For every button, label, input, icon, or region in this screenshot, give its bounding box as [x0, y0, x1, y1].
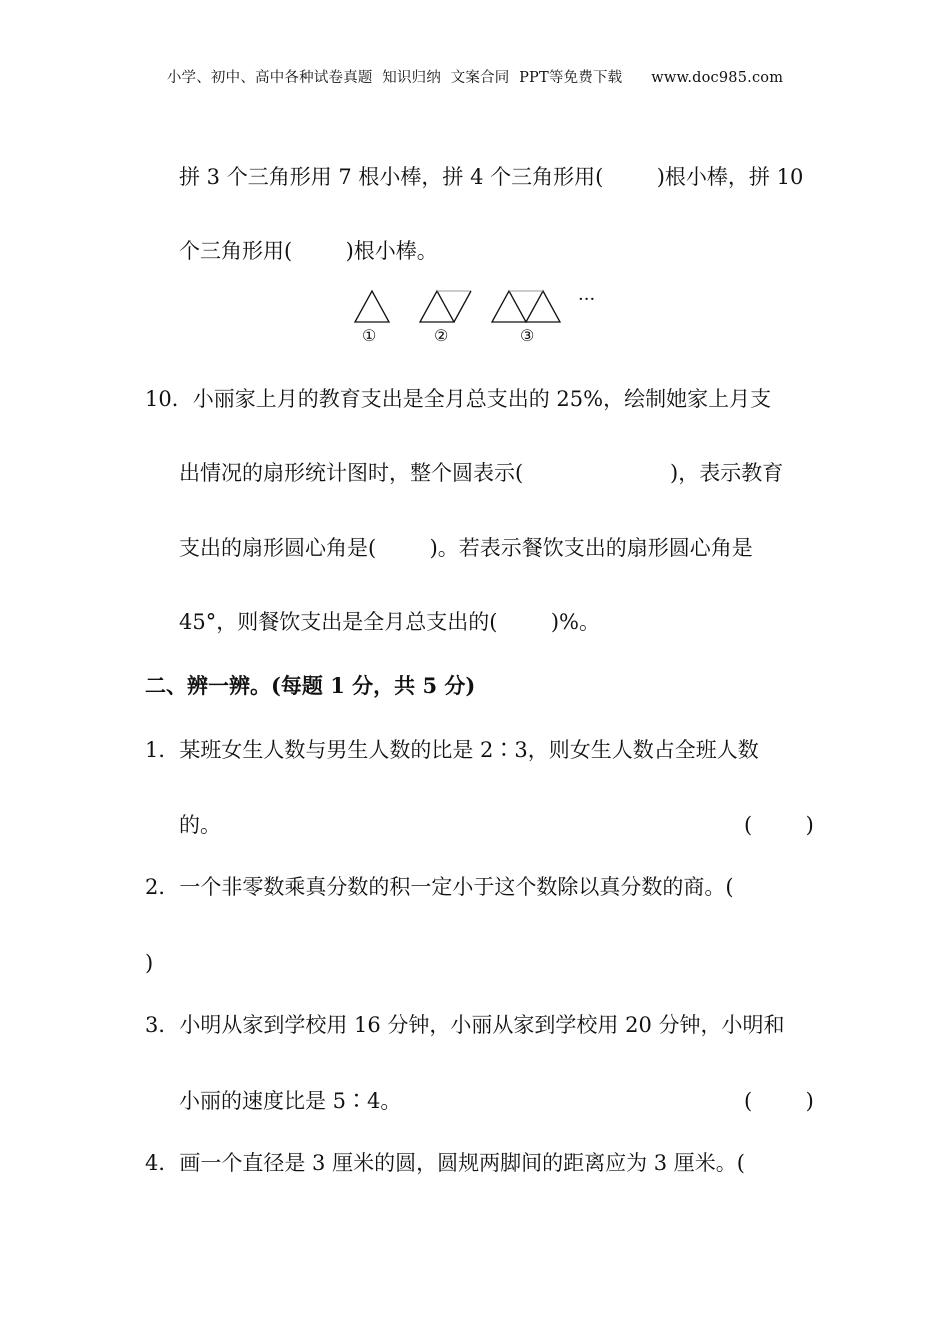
page-header-banner: 小学、初中、高中各种试卷真题 知识归纳 文案合同 PPT等免费下载 www.doc985.com: [166, 70, 784, 86]
figure-label-3: ③: [520, 326, 535, 345]
q10-line-1: 10．小丽家上月的教育支出是全月总支出的 25%，绘制她家上月支: [145, 387, 772, 411]
judge-q2-line-1: 2．一个非零数乘真分数的积一定小于这个数除以真分数的商。(: [145, 875, 734, 899]
triangle-figure-3: [492, 291, 560, 322]
figure-label-2: ②: [434, 326, 449, 345]
triangle-pattern-figure: [345, 282, 615, 352]
judge-q4-line-1: 4．画一个直径是 3 厘米的圆，圆规两脚间的距离应为 3 厘米。(: [145, 1151, 745, 1175]
triangle-figure-2: [420, 291, 471, 322]
section-2-heading: 二、辨一辨。(每题 1 分，共 5 分): [145, 673, 476, 698]
judge-q3-line-2: 小丽的速度比是 5∶4。: [179, 1089, 402, 1113]
judge-q3-answer-paren: ( ): [744, 1089, 814, 1113]
judge-q1-line-1: 1．某班女生人数与男生人数的比是 2∶3，则女生人数占全班人数: [145, 738, 759, 762]
figure-ellipsis: ···: [578, 289, 596, 310]
judge-q2-line-2: ): [145, 951, 154, 975]
figure-label-1: ①: [362, 326, 377, 345]
q9-line-2: 个三角形用( )根小棒。: [179, 239, 438, 263]
judge-q3-line-1: 3．小明从家到学校用 16 分钟，小丽从家到学校用 20 分钟，小明和: [145, 1013, 785, 1037]
q10-line-4: 45°，则餐饮支出是全月总支出的( )%。: [179, 610, 600, 634]
q10-line-3: 支出的扇形圆心角是( )。若表示餐饮支出的扇形圆心角是: [179, 536, 753, 560]
judge-q1-line-2: 的。: [179, 813, 221, 837]
q9-line-1: 拼 3 个三角形用 7 根小棒，拼 4 个三角形用( )根小棒，拼 10: [179, 165, 804, 189]
q10-line-2: 出情况的扇形统计图时，整个圆表示( )，表示教育: [179, 461, 784, 485]
triangle-figure-1: [355, 291, 389, 322]
judge-q1-answer-paren: ( ): [744, 813, 814, 837]
